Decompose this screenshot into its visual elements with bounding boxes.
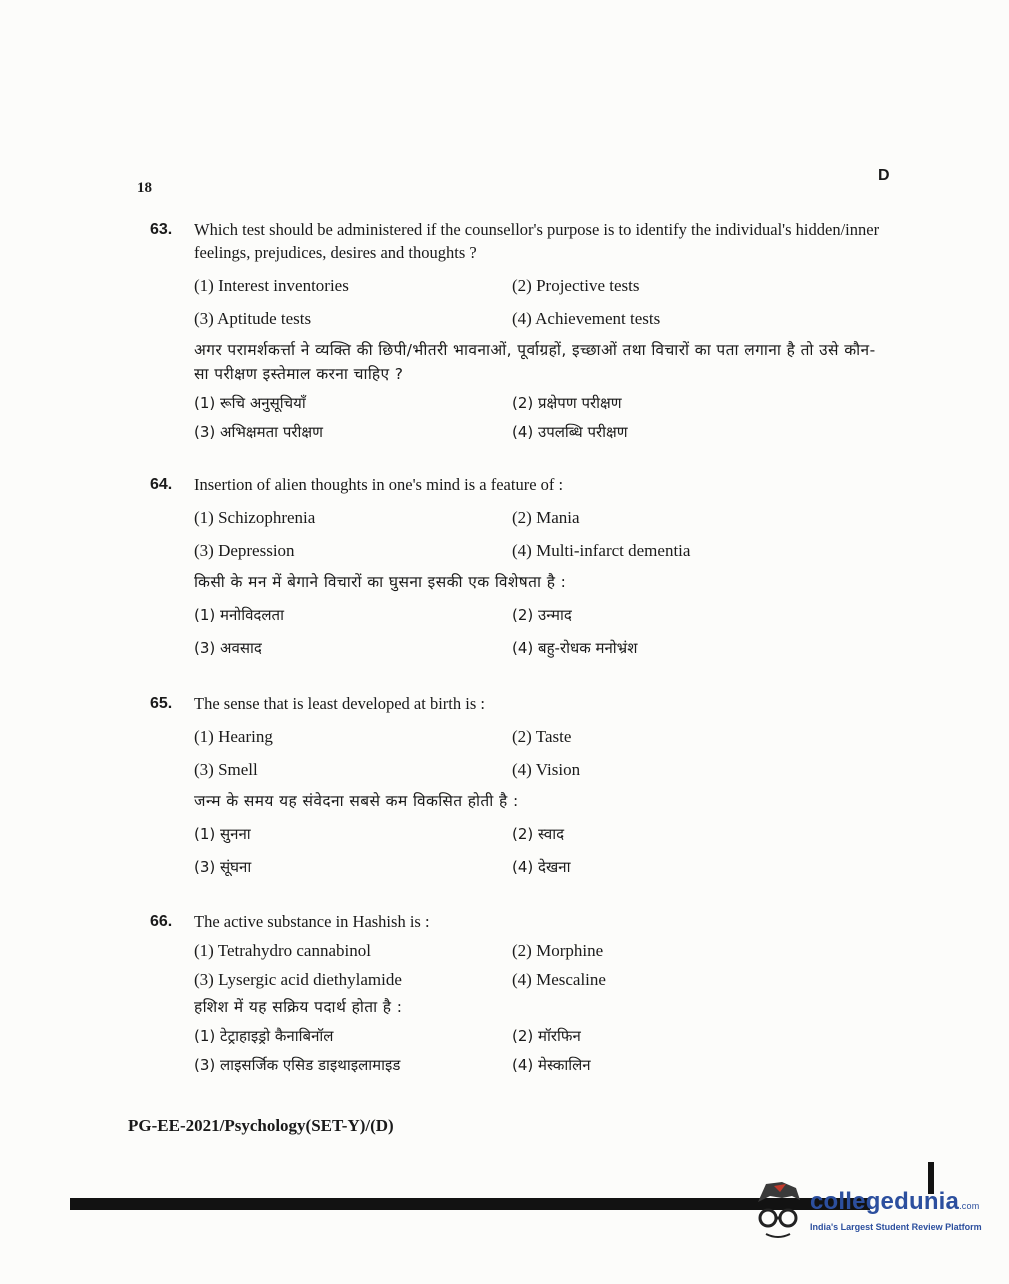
- question-text-hi: अगर परामर्शकर्त्ता ने व्यक्ति की छिपी/भीतरी भावनाओं, पूर्वाग्रहों, इच्छाओं तथा विचारों का पता लगाना है तो उसे कौन-सा परीक्षण इस्तेमाल करना चाहिए ?: [194, 341, 876, 383]
- option-hi-1: (1) सुनना: [194, 825, 251, 843]
- mascot-icon: [752, 1180, 808, 1240]
- option-hi-3: (3) अभिक्षमता परीक्षण: [194, 423, 323, 441]
- option-hi-4: (4) देखना: [512, 858, 571, 876]
- brand-tagline: India's Largest Student Review Platform: [810, 1222, 982, 1232]
- option-hi-2: (2) मॉरफिन: [512, 1027, 581, 1045]
- watermark-logo: [752, 1180, 992, 1240]
- option-hi-2: (2) स्वाद: [512, 825, 565, 843]
- option-2: (2) Mania: [512, 508, 580, 527]
- option-hi-1: (1) मनोविदलता: [194, 606, 284, 624]
- question-66: [150, 910, 890, 1081]
- question-text-en: The sense that is least developed at birth is :: [194, 694, 485, 713]
- question-text-hi: हशिश में यह सक्रिय पदार्थ होता है :: [194, 998, 403, 1016]
- option-hi-4: (4) उपलब्धि परीक्षण: [512, 423, 628, 441]
- option-hi-3: (3) सूंघना: [194, 858, 252, 876]
- option-1: (1) Hearing: [194, 727, 273, 746]
- brand-name: [810, 1188, 979, 1216]
- option-hi-4: (4) मेस्कालिन: [512, 1056, 591, 1074]
- question-text-hi: किसी के मन में बेगाने विचारों का घुसना इसकी एक विशेषता है :: [194, 573, 567, 591]
- paper-code: PG-EE-2021/Psychology(SET-Y)/(D): [128, 1116, 394, 1135]
- question-63: [150, 218, 890, 448]
- option-hi-1: (1) टेट्राहाइड्रो कैनाबिनॉल: [194, 1027, 334, 1045]
- question-number: 66.: [150, 913, 173, 930]
- brand-suffix: .com: [959, 1201, 980, 1211]
- question-text-en: Which test should be administered if the counsellor's purpose is to identify the individual's hidden/inner feelings, prejudices, desires and thoughts ?: [194, 220, 880, 262]
- option-hi-3: (3) लाइसर्जिक एसिड डाइथाइलामाइड: [194, 1056, 401, 1074]
- option-4: (4) Mescaline: [512, 970, 606, 989]
- question-number: 65.: [150, 695, 173, 712]
- question-number: 63.: [150, 221, 173, 238]
- option-hi-2: (2) उन्माद: [512, 606, 572, 624]
- option-3: (3) Smell: [194, 760, 258, 779]
- page-number: 18: [137, 180, 152, 196]
- question-text-hi: जन्म के समय यह संवेदना सबसे कम विकसित होती है :: [194, 792, 519, 810]
- option-4: (4) Achievement tests: [512, 309, 661, 328]
- set-letter: D: [878, 167, 890, 184]
- option-2: (2) Projective tests: [512, 276, 640, 295]
- option-4: (4) Vision: [512, 760, 581, 779]
- option-3: (3) Lysergic acid diethylamide: [194, 970, 402, 989]
- question-text-en: Insertion of alien thoughts in one's mind is a feature of :: [194, 475, 564, 494]
- option-1: (1) Tetrahydro cannabinol: [194, 941, 371, 960]
- option-1: (1) Schizophrenia: [194, 508, 316, 527]
- option-hi-2: (2) प्रक्षेपण परीक्षण: [512, 394, 622, 412]
- option-4: (4) Multi-infarct dementia: [512, 541, 691, 560]
- option-3: (3) Depression: [194, 541, 295, 560]
- option-hi-1: (1) रूचि अनुसूचियाँ: [194, 394, 306, 412]
- option-3: (3) Aptitude tests: [194, 309, 312, 328]
- question-65: [150, 692, 890, 887]
- brand-text: collegedunia: [810, 1188, 960, 1215]
- question-number: 64.: [150, 476, 173, 493]
- option-hi-3: (3) अवसाद: [194, 639, 262, 657]
- option-hi-4: (4) बहु-रोधक मनोभ्रंश: [512, 639, 638, 657]
- option-1: (1) Interest inventories: [194, 276, 349, 295]
- question-text-en: The active substance in Hashish is :: [194, 912, 430, 931]
- option-2: (2) Taste: [512, 727, 572, 746]
- option-2: (2) Morphine: [512, 941, 604, 960]
- footer-rule: [70, 1198, 870, 1210]
- question-64: [150, 473, 890, 668]
